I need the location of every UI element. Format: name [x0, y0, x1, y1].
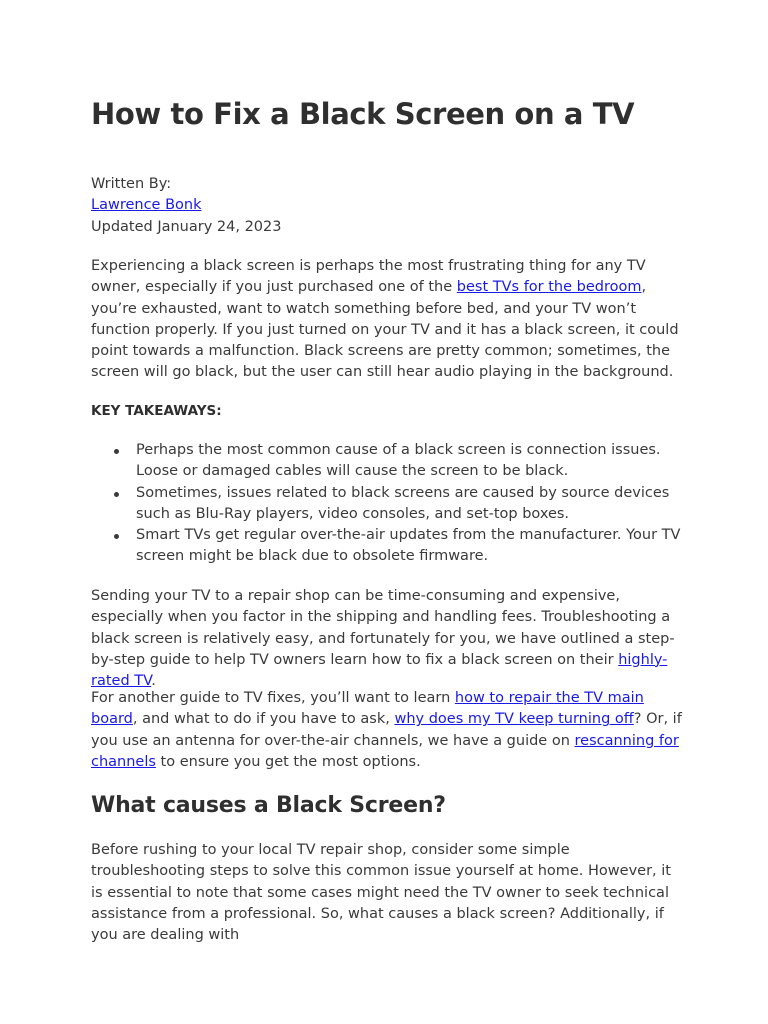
list-item — [136, 440, 683, 483]
updated-date: Updated January 24, 2023 — [91, 218, 282, 235]
tv-turning-off-link[interactable]: why does my TV keep turning off — [394, 711, 634, 728]
intro-text-2: , you’re exhausted, want to watch something before bed, and your TV won’t function properly. If you just turned on your TV and it has a black screen, it could point towards a malfunction. Black screens are pretty common; sometimes, the screen will go black, but the user can still hear audio playing in the background. — [91, 279, 679, 381]
intro-paragraph — [91, 256, 683, 384]
key-takeaways-list — [91, 440, 683, 568]
byline — [91, 174, 281, 238]
causes-text: Before rushing to your local TV repair shop, consider some simple troubleshooting steps to solve this common issue yourself at home. However, it is essential to note that some cases might need the TV owner to seek technical assistance from a professional. So, what causes a black screen? Additionally, if you are dealing with — [91, 842, 671, 944]
written-by-label: Written By: — [91, 176, 172, 192]
takeaway-text: Perhaps the most common cause of a black screen is connection issues. Loose or damaged cables will cause the screen to be black. — [136, 442, 661, 480]
para-3-text-4: to ensure you get the most options. — [155, 753, 421, 770]
page-title: How to Fix a Black Screen on a TV — [91, 97, 635, 131]
related-guides-paragraph — [91, 688, 683, 773]
repair-shop-paragraph — [91, 586, 683, 692]
key-takeaways-heading: KEY TAKEAWAYS: — [91, 403, 222, 419]
best-tvs-bedroom-link[interactable]: best TVs for the bedroom — [456, 279, 642, 296]
takeaway-text: Sometimes, issues related to black screens are caused by source devices such as Blu-Ray players, video consoles, and set-top boxes. — [136, 484, 670, 522]
repair-main-board-link[interactable]: how to repair the TV main board — [91, 690, 644, 728]
takeaway-text: Smart TVs get regular over-the-air updates from the manufacturer. Your TV screen might be black due to obsolete firmware. — [136, 527, 681, 565]
section-heading: What causes a Black Screen? — [91, 793, 446, 818]
para-3-text-2: , and what to do if you have to ask, — [132, 711, 395, 728]
list-item — [136, 525, 683, 568]
bullet-icon — [114, 492, 119, 497]
para-2-text-1: Sending your TV to a repair shop can be time-consuming and expensive, especially when you factor in the shipping and handling fees. Troubleshooting a black screen is relatively easy, and fortunately for you, we have outlined a step-by-step guide to help TV owners learn how to fix a black screen on their — [91, 588, 675, 668]
highly-rated-tv-link[interactable]: highly-rated TV — [91, 651, 668, 690]
causes-paragraph — [91, 840, 683, 946]
bullet-icon — [114, 534, 119, 539]
list-item — [136, 483, 683, 526]
bullet-icon — [114, 449, 119, 454]
intro-text-1: Experiencing a black screen is perhaps the most frustrating thing for any TV owner, especially if you just purchased one of the — [91, 258, 646, 296]
para-3-text-1: For another guide to TV fixes, you’ll want to learn — [91, 690, 455, 706]
para-3-text-3: ? Or, if you use an antenna for over-the-air channels, we have a guide on — [91, 711, 682, 749]
author-link[interactable]: Lawrence Bonk — [91, 197, 202, 214]
para-2-text-2: . — [151, 673, 156, 690]
rescanning-channels-link[interactable]: rescanning for channels — [91, 732, 679, 770]
